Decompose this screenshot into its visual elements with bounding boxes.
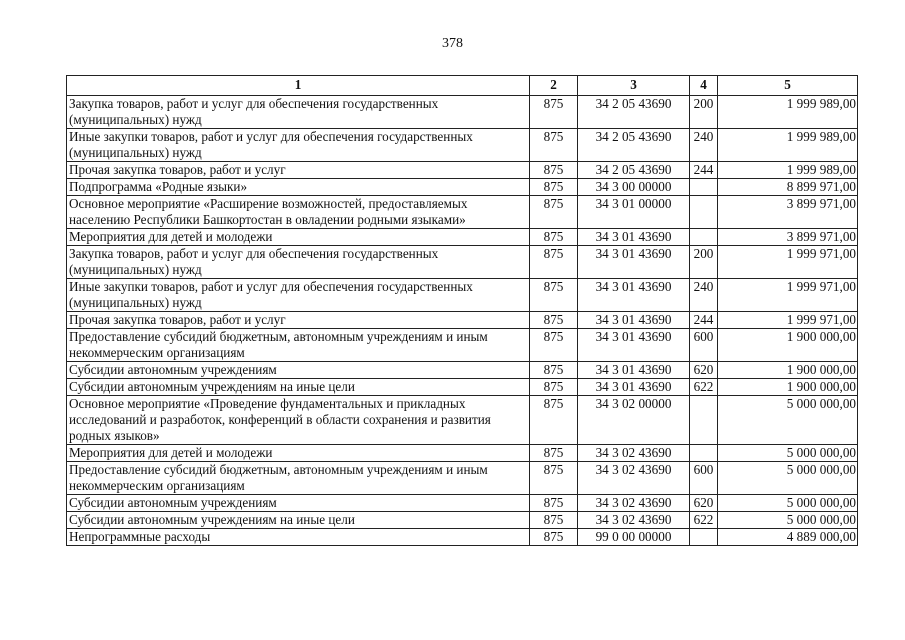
table-row	[67, 445, 858, 462]
cell-ministry-code: 875	[530, 495, 578, 512]
cell-amount: 3 899 971,00	[718, 229, 858, 246]
cell-row-name: Иные закупки товаров, работ и услуг для обеспечения государственных (муниципальных) нужд	[67, 279, 530, 312]
table-row	[67, 379, 858, 396]
table-row	[67, 162, 858, 179]
cell-amount: 1 999 989,00	[718, 96, 858, 129]
cell-target-article: 34 3 01 43690	[578, 379, 690, 396]
cell-row-name: Субсидии автономным учреждениям	[67, 362, 530, 379]
cell-ministry-code: 875	[530, 312, 578, 329]
cell-target-article: 34 2 05 43690	[578, 129, 690, 162]
cell-row-name: Субсидии автономным учреждениям	[67, 495, 530, 512]
cell-row-name: Мероприятия для детей и молодежи	[67, 445, 530, 462]
cell-expense-type: 620	[690, 495, 718, 512]
cell-amount: 5 000 000,00	[718, 396, 858, 445]
cell-ministry-code: 875	[530, 179, 578, 196]
cell-amount: 1 900 000,00	[718, 362, 858, 379]
cell-row-name: Иные закупки товаров, работ и услуг для обеспечения государственных (муниципальных) нужд	[67, 129, 530, 162]
cell-ministry-code: 875	[530, 229, 578, 246]
cell-target-article: 34 3 02 43690	[578, 445, 690, 462]
cell-expense-type	[690, 396, 718, 445]
cell-target-article: 34 3 01 00000	[578, 196, 690, 229]
cell-expense-type: 200	[690, 246, 718, 279]
header-col-5: 5	[718, 76, 858, 96]
table-row	[67, 529, 858, 546]
cell-ministry-code: 875	[530, 462, 578, 495]
table-row	[67, 512, 858, 529]
cell-expense-type	[690, 445, 718, 462]
cell-row-name: Предоставление субсидий бюджетным, автономным учреждениям и иным некоммерческим организациям	[67, 462, 530, 495]
cell-expense-type: 600	[690, 329, 718, 362]
budget-table	[66, 75, 858, 546]
cell-row-name: Подпрограмма «Родные языки»	[67, 179, 530, 196]
cell-row-name: Основное мероприятие «Проведение фундаментальных и прикладных исследований и разработок, конференций в области сохранения и развития родных языков»	[67, 396, 530, 445]
cell-amount: 8 899 971,00	[718, 179, 858, 196]
cell-row-name: Субсидии автономным учреждениям на иные цели	[67, 379, 530, 396]
cell-ministry-code: 875	[530, 362, 578, 379]
table-row	[67, 279, 858, 312]
cell-amount: 5 000 000,00	[718, 445, 858, 462]
cell-ministry-code: 875	[530, 396, 578, 445]
cell-target-article: 34 3 00 00000	[578, 179, 690, 196]
cell-expense-type: 244	[690, 162, 718, 179]
page-number: 378	[442, 36, 463, 51]
cell-row-name: Закупка товаров, работ и услуг для обеспечения государственных (муниципальных) нужд	[67, 246, 530, 279]
cell-expense-type: 620	[690, 362, 718, 379]
cell-expense-type	[690, 179, 718, 196]
cell-amount: 5 000 000,00	[718, 462, 858, 495]
cell-target-article: 34 3 01 43690	[578, 312, 690, 329]
table-row	[67, 462, 858, 495]
cell-target-article: 34 3 02 43690	[578, 495, 690, 512]
table-body	[67, 96, 858, 546]
cell-amount: 3 899 971,00	[718, 196, 858, 229]
cell-ministry-code: 875	[530, 96, 578, 129]
table-row	[67, 196, 858, 229]
cell-target-article: 99 0 00 00000	[578, 529, 690, 546]
cell-target-article: 34 3 02 43690	[578, 462, 690, 495]
cell-row-name: Прочая закупка товаров, работ и услуг	[67, 162, 530, 179]
cell-ministry-code: 875	[530, 379, 578, 396]
cell-amount: 5 000 000,00	[718, 495, 858, 512]
cell-ministry-code: 875	[530, 196, 578, 229]
table-row	[67, 396, 858, 445]
cell-expense-type: 622	[690, 512, 718, 529]
cell-row-name: Предоставление субсидий бюджетным, автономным учреждениям и иным некоммерческим организациям	[67, 329, 530, 362]
table-row	[67, 179, 858, 196]
cell-target-article: 34 3 02 00000	[578, 396, 690, 445]
cell-target-article: 34 3 01 43690	[578, 279, 690, 312]
table-row	[67, 329, 858, 362]
header-col-3: 3	[578, 76, 690, 96]
cell-ministry-code: 875	[530, 445, 578, 462]
cell-target-article: 34 3 01 43690	[578, 362, 690, 379]
cell-ministry-code: 875	[530, 529, 578, 546]
cell-amount: 5 000 000,00	[718, 512, 858, 529]
cell-target-article: 34 2 05 43690	[578, 162, 690, 179]
cell-row-name: Прочая закупка товаров, работ и услуг	[67, 312, 530, 329]
cell-ministry-code: 875	[530, 246, 578, 279]
cell-amount: 1 999 989,00	[718, 129, 858, 162]
table-row	[67, 229, 858, 246]
header-col-4: 4	[690, 76, 718, 96]
cell-expense-type: 200	[690, 96, 718, 129]
cell-expense-type: 622	[690, 379, 718, 396]
cell-row-name: Основное мероприятие «Расширение возможностей, предоставляемых населению Республики Башкортостан в овладении родными языками»	[67, 196, 530, 229]
cell-ministry-code: 875	[530, 279, 578, 312]
cell-target-article: 34 2 05 43690	[578, 96, 690, 129]
header-col-2: 2	[530, 76, 578, 96]
cell-amount: 1 900 000,00	[718, 329, 858, 362]
table-row	[67, 96, 858, 129]
cell-expense-type: 240	[690, 129, 718, 162]
cell-ministry-code: 875	[530, 162, 578, 179]
cell-amount: 1 999 971,00	[718, 246, 858, 279]
cell-expense-type	[690, 196, 718, 229]
table-row	[67, 129, 858, 162]
cell-amount: 1 999 971,00	[718, 279, 858, 312]
cell-target-article: 34 3 01 43690	[578, 229, 690, 246]
cell-expense-type: 240	[690, 279, 718, 312]
cell-target-article: 34 3 01 43690	[578, 329, 690, 362]
cell-ministry-code: 875	[530, 129, 578, 162]
cell-expense-type: 244	[690, 312, 718, 329]
table-row	[67, 246, 858, 279]
cell-amount: 1 999 989,00	[718, 162, 858, 179]
cell-row-name: Непрограммные расходы	[67, 529, 530, 546]
table-row	[67, 312, 858, 329]
cell-ministry-code: 875	[530, 512, 578, 529]
cell-amount: 1 999 971,00	[718, 312, 858, 329]
table-header-row	[67, 76, 858, 96]
cell-amount: 4 889 000,00	[718, 529, 858, 546]
cell-row-name: Мероприятия для детей и молодежи	[67, 229, 530, 246]
table-row	[67, 362, 858, 379]
cell-target-article: 34 3 02 43690	[578, 512, 690, 529]
cell-amount: 1 900 000,00	[718, 379, 858, 396]
cell-ministry-code: 875	[530, 329, 578, 362]
cell-expense-type: 600	[690, 462, 718, 495]
cell-row-name: Субсидии автономным учреждениям на иные цели	[67, 512, 530, 529]
cell-expense-type	[690, 229, 718, 246]
cell-expense-type	[690, 529, 718, 546]
cell-target-article: 34 3 01 43690	[578, 246, 690, 279]
table-row	[67, 495, 858, 512]
cell-row-name: Закупка товаров, работ и услуг для обеспечения государственных (муниципальных) нужд	[67, 96, 530, 129]
header-col-1: 1	[67, 76, 530, 96]
